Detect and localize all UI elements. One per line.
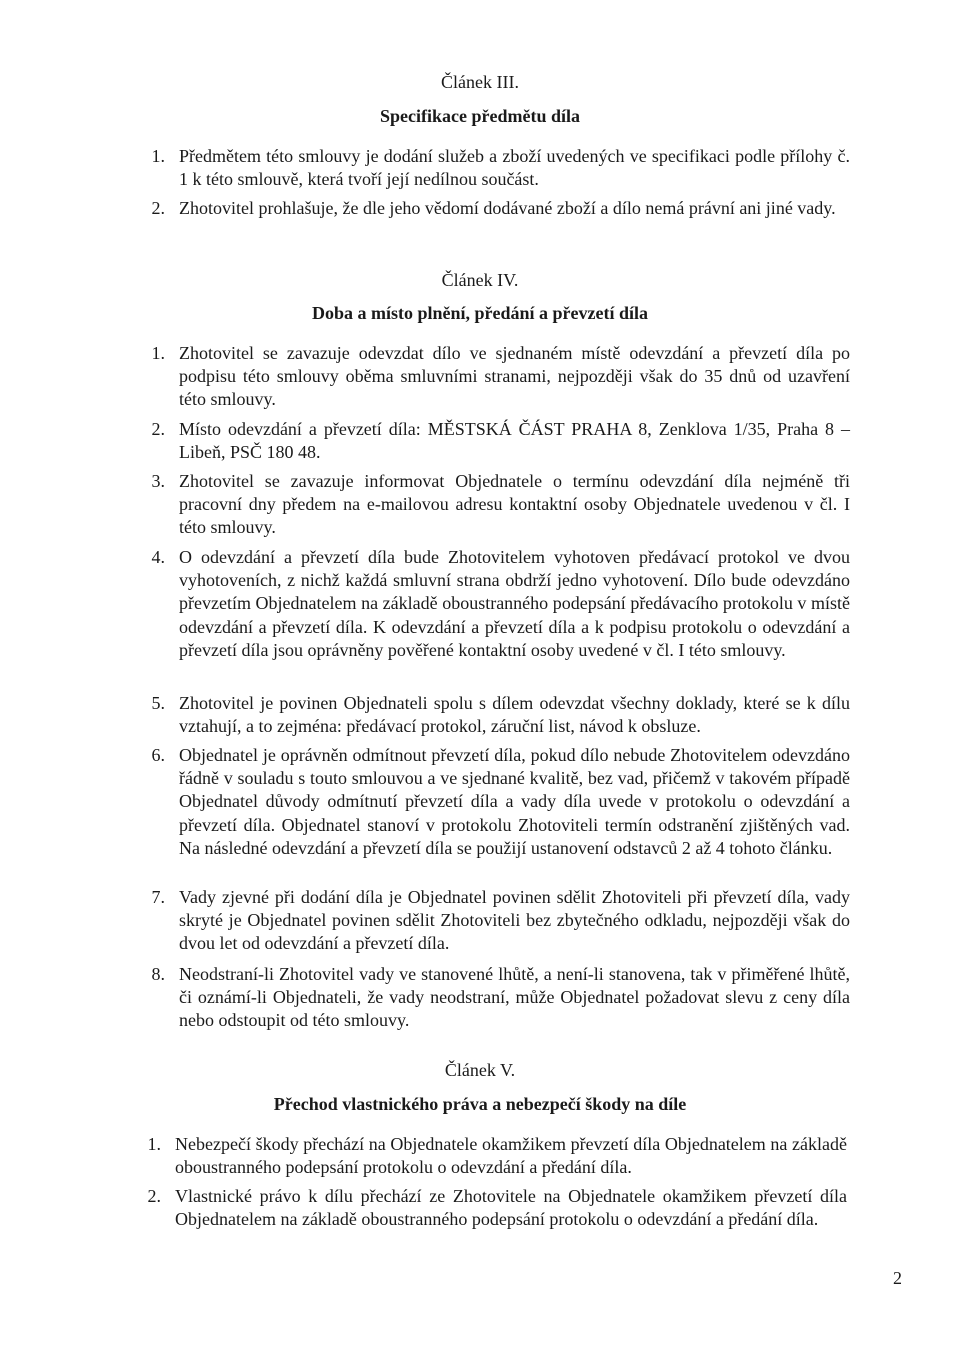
item-number: 1. (151, 146, 165, 166)
item-number: 6. (151, 745, 165, 765)
page-number: 2 (893, 1268, 902, 1288)
item-number: 2. (151, 198, 165, 218)
article-5-subtitle: Přechod vlastnického práva a nebezpečí škody na díle (273, 1094, 687, 1114)
item-number: 8. (151, 964, 165, 984)
article-5-title: Článek V. (444, 1060, 516, 1080)
item-number: 2. (147, 1186, 161, 1206)
article-3-subtitle: Specifikace předmětu díla (380, 106, 580, 126)
item-text: Předmětem této smlouvy je dodání služeb a zboží uvedených ve specifikaci podle přílohy č. 1 k této smlouvě, která tvoří její nedílnou součást. (179, 146, 850, 190)
item-text: Vlastnické právo k dílu přechází ze Zhotovitele na Objednatele okamžikem převzetí díla Objednatelem na základě oboustranného podepsání protokolu o odevzdání a předání díla. (175, 1186, 847, 1230)
item-number: 1. (151, 343, 165, 363)
item-number: 4. (151, 547, 165, 567)
item-text: Zhotovitel se zavazuje odevzdat dílo ve sjednaném místě odevzdání a převzetí díla po podpisu této smlouvy oběma smluvními stranami, nejpozději však do 35 dnů od uzavření této smlouvy. (179, 343, 850, 410)
item-text: Zhotovitel prohlašuje, že dle jeho vědomí dodávané zboží a dílo nemá právní ani jiné vady. (179, 198, 836, 218)
item-text: Objednatel je oprávněn odmítnout převzetí díla, pokud dílo nebude Zhotovitelem odevzdáno řádně v souladu s touto smlouvou a ve sjednané kvalitě, bez vad, přičemž v takovém případě Objednatel důvody odmítnutí převzetí díla a vady díla uvede v protokolu o odevzdání a převzetí díla. Objednatel stanoví v protokolu Zhotoviteli termín odstranění zjištěných vad. Na následné odevzdání a převzetí díla se použijí ustanovení odstavců 2 až 4 tohoto článku. (179, 745, 850, 858)
item-number: 1. (147, 1134, 161, 1154)
item-text: Zhotovitel se zavazuje informovat Objednatele o termínu odevzdání díla nejméně tři pracovní dny předem na e-mailovou adresu kontaktní osoby Objednatele uvedenou v čl. I této smlouvy. (179, 471, 850, 538)
item-number: 7. (151, 887, 165, 907)
article-3-title: Článek III. (441, 72, 519, 92)
item-number: 3. (151, 471, 165, 491)
article-4-subtitle: Doba a místo plnění, předání a převzetí díla (311, 303, 648, 323)
item-text: Neodstraní-li Zhotovitel vady ve stanovené lhůtě, a není-li stanovena, tak v přiměřené lhůtě, či oznámí-li Objednateli, že vady neodstraní, může Objednatel požadovat slevu z ceny díla nebo odstoupit od této smlouvy. (179, 964, 850, 1031)
item-text: Nebezpečí škody přechází na Objednatele okamžikem převzetí díla Objednatelem na základě oboustranného podepsání protokolu o odevzdání a předání díla. (175, 1134, 847, 1178)
item-text: Vady zjevné při dodání díla je Objednatel povinen sdělit Zhotoviteli při převzetí díla, vady skryté je Objednatel povinen sdělit Zhotoviteli bez zbytečného odkladu, nejpozději však do dvou let od odevzdání a převzetí díla. (179, 887, 850, 954)
item-number: 5. (151, 693, 165, 713)
item-text: O odevzdání a převzetí díla bude Zhotovitelem vyhotoven předávací protokol ve dvou vyhotoveních, z nichž každá smluvní strana obdrží jedno vyhotovení. Dílo bude odevzdáno převzetím Objednatelem na základě oboustranného podepsání předávacího protokolu v místě odevzdání a převzetí díla. K odevzdání a převzetí díla a k podpisu protokolu o odevzdání a převzetí díla jsou oprávněny pověřené kontaktní osoby uvedené v čl. I této smlouvy. (179, 547, 850, 660)
item-number: 2. (151, 419, 165, 439)
item-text: Zhotovitel je povinen Objednateli spolu s dílem odevzdat všechny doklady, které se k dílu vztahují, a to zejména: předávací protokol, záruční list, návod k obsluze. (179, 693, 850, 737)
article-4-title: Článek IV. (441, 270, 519, 290)
item-text: Místo odevzdání a převzetí díla: MĚSTSKÁ ČÁST PRAHA 8, Zenklova 1/35, Praha 8 – Libeň, PSČ 180 48. (179, 419, 850, 463)
